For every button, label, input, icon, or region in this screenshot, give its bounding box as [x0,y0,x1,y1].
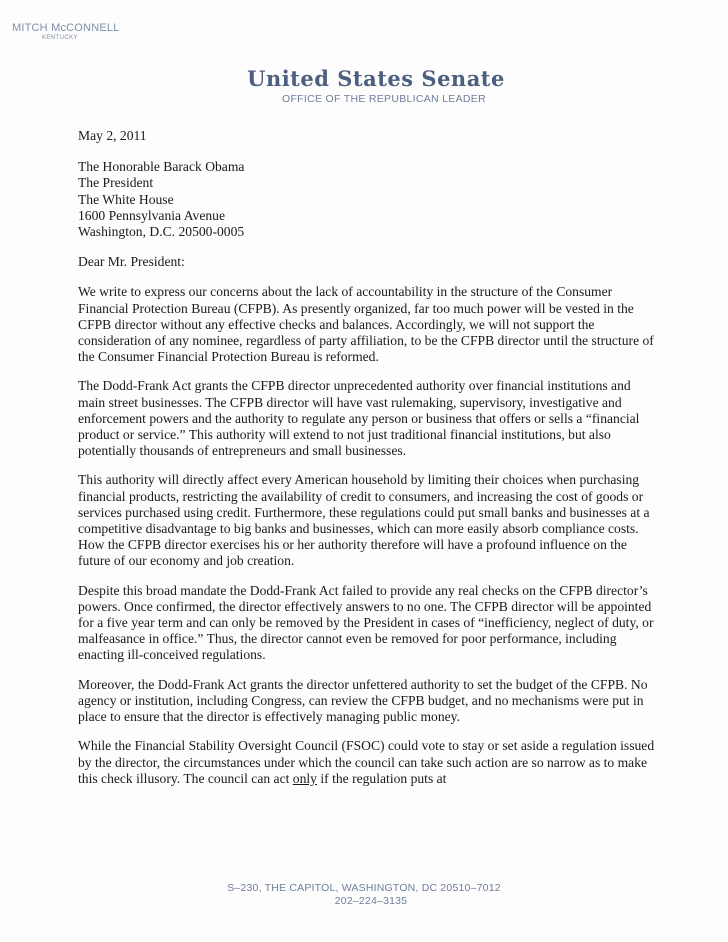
underlined-word: only [292,770,317,786]
sender-block [12,22,120,41]
footer-address: S–230, THE CAPITOL, WASHINGTON, DC 20510–7012 [227,882,501,894]
address-line: The Honorable Barack Obama [78,159,245,175]
address-line: Washington, D.C. 20500-0005 [78,224,245,240]
footer [0,882,728,907]
paragraph-text: While the Financial Stability Oversight Council (FSOC) could vote to stay or set aside a regulation issued by the director, the circumstances under which the council can take such action are so narrow as to make this check illusory. The council can act [78,738,655,786]
paragraph: The Dodd-Frank Act grants the CFPB director unprecedented authority over financial institutions and main street businesses. The CFPB director will have vast rulemaking, supervisory, investigative and enforcement powers and the authority to regulate any person or business that offers or sells a “financial product or service.” This authority will extend to not just traditional financial institutions, but also potentially thousands of entrepreneurs and small businesses. [78,378,640,459]
letter-body [78,128,658,800]
paragraph: This authority will directly affect every American household by limiting their choices when purchasing financial products, restricting the availability of credit to consumers, and increasing the cost of goods or services purchased using credit. Furthermore, these regulations could put small banks and businesses at a competitive disadvantage to big banks and businesses, which can more easily absorb compliance costs. How the CFPB director exercises his or her authority therefore will have a profound influence on the future of our economy and job creation. [78,472,650,569]
footer-phone: 202–224–3135 [334,895,408,907]
paragraph-text: if the regulation puts at [316,770,447,786]
address-line: The White House [78,191,174,207]
address-line: 1600 Pennsylvania Avenue [78,207,225,223]
paragraph: Despite this broad mandate the Dodd-Frank Act failed to provide any real checks on the CFPB director’s powers. Once confirmed, the director effectively answers to no one. The CFPB director will be appointed for a five year term and can only be removed by the President in cases of “inefficiency, neglect of duty, or malfeasance in office.” Thus, the director cannot even be removed for poor performance, including enacting ill-conceived regulations. [78,582,654,663]
sender-state: KENTUCKY [42,35,78,41]
letterhead-office: OFFICE OF THE REPUBLICAN LEADER [282,93,486,105]
letter-date: May 2, 2011 [78,128,147,143]
sender-name: MITCH McCONNELL [12,22,120,34]
letterhead [0,66,728,105]
paragraph: We write to express our concerns about the lack of accountability in the structure of the Consumer Financial Protection Bureau (CFPB). As presently organized, far too much power will be vested in the CFPB director without any effective checks and balances. Accordingly, we will not support the consideration of any nominee, regardless of party affiliation, to be the CFPB director until the structure of the Consumer Financial Protection Bureau is reformed. [78,284,654,365]
letterhead-title: United States Senate [247,66,505,91]
paragraph: Moreover, the Dodd-Frank Act grants the director unfettered authority to set the budget of the CFPB. No agency or institution, including Congress, can review the CFPB budget, and no mechanisms were put in place to ensure that the director is effectively managing public money. [78,676,648,725]
address-line: The President [78,175,154,191]
recipient-address [78,159,658,240]
salutation: Dear Mr. President: [78,254,185,270]
paragraph-last [78,738,658,787]
